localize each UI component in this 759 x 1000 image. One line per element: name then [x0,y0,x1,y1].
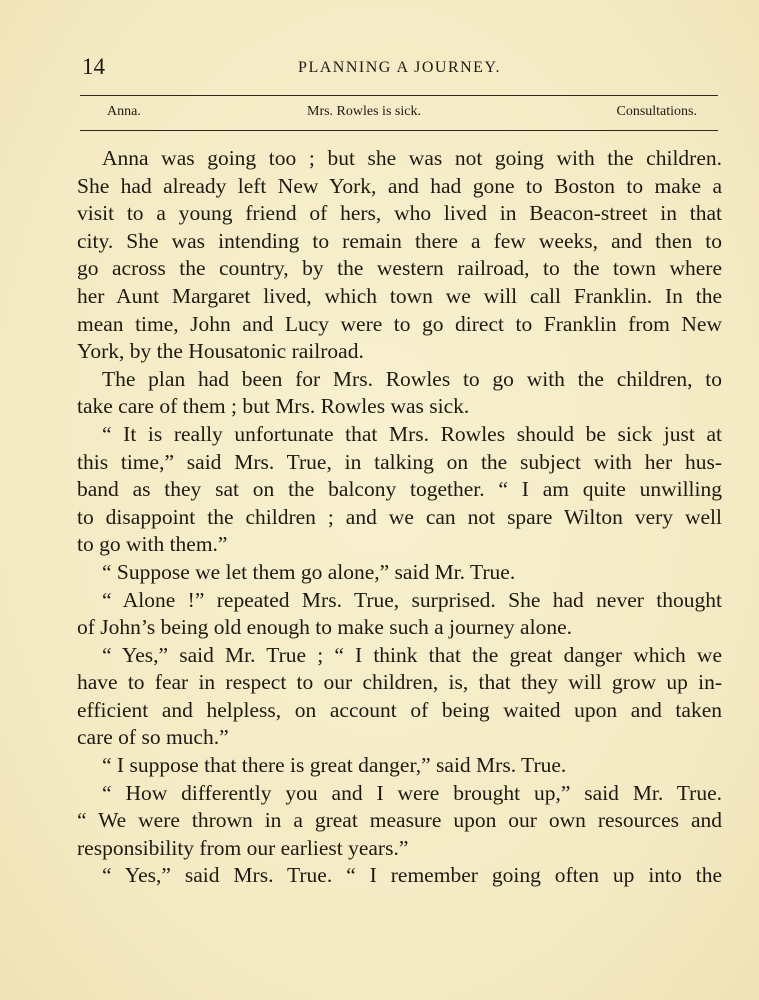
text-line: care of so much.” [77,725,229,750]
text-line: “ Suppose we let them go alone,” said Mr. True. [102,559,516,584]
body-text [77,145,722,890]
text-line: “ Alone !” repeated Mrs. True, surprised. She had never thought [102,587,722,612]
subheading-center: Mrs. Rowles is sick. [307,104,421,119]
text-line: have to fear in respect to our children, is, that they will grow up in- [77,670,722,695]
text-line: visit to a young friend of hers, who lived in Beacon-street in that [77,201,722,226]
text-line: York, by the Housatonic railroad. [77,339,364,364]
text-line: “ Yes,” said Mr. True ; “ I think that the great danger which we [102,642,722,667]
text-line: city. She was intending to remain there a few weeks, and then to [77,228,722,253]
text-line: Anna was going too ; but she was not going with the children. [102,146,722,170]
header-rule-bottom [80,130,718,131]
text-line: “ Yes,” said Mrs. True. “ I remember going often up into the [102,863,722,888]
text-line: “ How differently you and I were brought up,” said Mr. True. [102,780,722,805]
header-rule-top [80,95,718,96]
text-line: mean time, John and Lucy were to go direct to Franklin from New [77,311,722,336]
text-line: She had already left New York, and had gone to Boston to make a [77,173,722,198]
text-line: go across the country, by the western railroad, to the town where [77,256,722,281]
text-line: efficient and helpless, on account of being waited upon and taken [77,697,722,722]
text-line: this time,” said Mrs. True, in talking on the subject with her hus- [77,449,722,474]
text-line: her Aunt Margaret lived, which town we will call Franklin. In the [77,283,722,308]
text-line: “ It is really unfortunate that Mrs. Rowles should be sick just at [102,421,722,446]
text-line: “ I suppose that there is great danger,” said Mrs. True. [102,753,567,778]
text-line: of John’s being old enough to make such a journey alone. [77,615,572,640]
page-number: 14 [82,54,105,79]
text-line: to go with them.” [77,532,228,557]
subheading-right: Consultations. [616,104,697,119]
running-title: PLANNING A JOURNEY. [298,59,501,76]
text-line: band as they sat on the balcony together. “ I am quite unwilling [77,477,722,502]
text-line: responsibility from our earliest years.” [77,835,409,860]
subheading-left: Anna. [107,104,141,119]
text-line: to disappoint the children ; and we can not spare Wilton very well [77,504,722,529]
text-line: take care of them ; but Mrs. Rowles was sick. [77,394,470,419]
text-line: The plan had been for Mrs. Rowles to go with the children, to [102,366,722,391]
text-line: “ We were thrown in a great measure upon our own resources and [77,808,722,833]
